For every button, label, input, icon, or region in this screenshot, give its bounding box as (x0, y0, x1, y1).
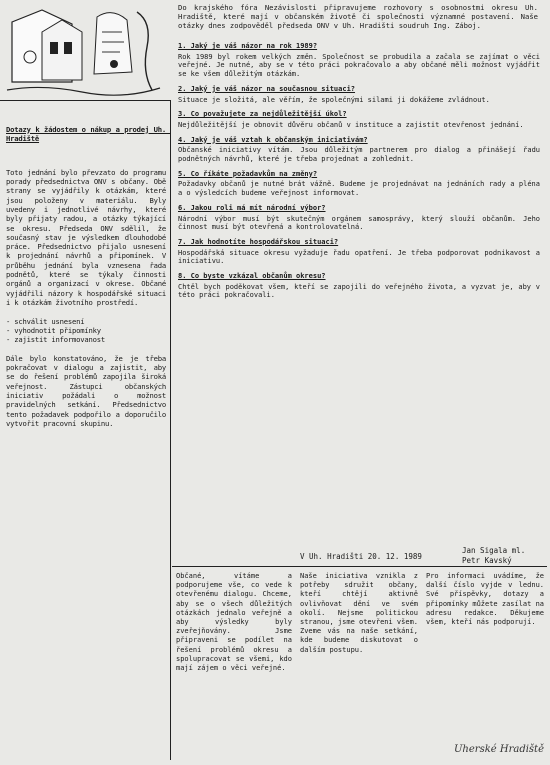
answer-text: Situace je složitá, ale věřím, že společnými silami ji dokážeme zvládnout. (178, 95, 490, 104)
column-divider (170, 100, 171, 760)
masthead-rule (0, 100, 170, 101)
question-heading: 3. Co považujete za nejdůležitější úkol? (178, 110, 347, 119)
question-heading: 6. Jakou roli má mít národní výbor? (178, 203, 326, 212)
qa-item (178, 42, 540, 79)
left-column-text (6, 106, 171, 447)
answer-text: Hospodářská situace okresu vyžaduje řadu opatření. Je třeba podporovat podnikavost a iniciativu. (178, 248, 540, 266)
answer-text: Chtěl bych poděkovat všem, kteří se zapojili do veřejného života, a vyzvat je, aby v této práci pokračovali. (178, 282, 540, 300)
section-rule (172, 566, 547, 567)
qa-item (178, 272, 540, 300)
qa-item (178, 136, 540, 164)
masthead-drawing-icon (2, 2, 164, 98)
question-heading: 7. Jak hodnotíte hospodářskou situaci? (178, 237, 339, 246)
qa-item (178, 110, 540, 129)
masthead-logo (2, 2, 164, 98)
left-column-heading: Dotazy k žádostem o nákup a prodej Uh. Hradiště (6, 124, 171, 143)
left-column-body: Toto jednání bylo převzato do programu porady předsednictva ONV s občany. Obě strany se vyjádřily k otázkám, které jsou položeny v materiálu. Byly uvedeny i jednotlivé návrhy, které byly přijaty radou, a otázky týkající se okresu. Předseda ONV sdělil, že současný stav je výsledkem dlouhodobé práce. Předsednictvo přijalo usnesení k projednání návrhů a připomínek. V průběhu jednání byla vznesena řada podnětů, které se týkaly činnosti orgánů a organizací v okrese. Občané vyjádřili názory k hospodářské situaci i k otázkám životního prostředí. - schválit usnesení - vyhodnotit připomínky - zajistit informovanost Dále bylo konstatováno, že je třeba pokračovat v dialogu a zajistit, aby se do řešení problémů zapojila široká veřejnost. Zástupci občanských iniciativ požádali o možnost pravidelných setkání. Předsednictvo tento požadavek podpořilo a doporučilo vytvořit pracovní skupinu. (6, 167, 166, 428)
date-line: V Uh. Hradišti 20. 12. 1989 (300, 552, 422, 561)
qa-item (178, 204, 540, 232)
answer-text: Požadavky občanů je nutné brát vážně. Budeme je projednávat na jednáních rady a pléna a o výsledcích budeme veřejnost informovat. (178, 180, 540, 198)
qa-item (178, 85, 540, 104)
answer-text: Národní výbor musí být skutečným orgánem samosprávy, který slouží občanům. Jeho činnost musí být otevřená a kontrolovatelná. (178, 214, 540, 232)
signature-1: Jan Sigala ml. (462, 546, 526, 555)
answer-text: Rok 1989 byl rokem velkých změn. Společnost se probudila a začala se zajímat o věci veřejné. Je nutné, aby se v této práci pokračovalo a aby občané měli možnost vyjádřit se ke všem důležitým otázkám. (178, 52, 540, 79)
handwritten-note: Uherské Hradiště (454, 744, 544, 755)
signature-2: Petr Kavský (462, 556, 512, 565)
bottom-column-3: Pro informaci uvádíme, že další číslo vyjde v lednu. Své příspěvky, dotazy a připomínky můžete zasílat na adresu redakce. Děkujeme všem, kteří nás podporují. (426, 572, 549, 627)
question-heading: 8. Co byste vzkázal občanům okresu? (178, 272, 326, 281)
qa-item (178, 170, 540, 198)
question-heading: 5. Co říkáte požadavkům na změny? (178, 169, 318, 178)
question-heading: 1. Jaký je váš názor na rok 1989? (178, 42, 318, 50)
question-heading: 2. Jaký je váš názor na současnou situaci? (178, 84, 356, 93)
answer-text: Občanské iniciativy vítám. Jsou důležitým partnerem pro dialog a přinášejí řadu podnětných návrhů, které je třeba projednat a zohlednit. (178, 146, 540, 164)
qa-section (178, 42, 540, 306)
answer-text: Nejdůležitější je obnovit důvěru občanů v instituce a zajistit otevřenost jednání. (178, 120, 524, 129)
intro-paragraph: Do krajského fóra Nezávislosti připravujeme rozhovory s osobnostmi okresu Uh. Hradiště, které mají v občanském životě či společnosti významné postavení. Naše otázky dnes zodpověděl předseda ONV v Uh. Hradišti soudruh Ing. Záboj. (178, 3, 538, 30)
question-heading: 4. Jaký je váš vztah k občanským iniciativám? (178, 135, 368, 144)
bottom-column-1: Občané, vítáme a podporujeme vše, co vede k otevřenému dialogu. Chceme, aby se o všech důležitých otázkách jednalo veřejně a aby výsledky byly zveřejňovány. Jsme připraveni se podílet na řešení problémů okresu a spolupracovat se všemi, kdo mají zájem o věci veřejné. (176, 572, 297, 673)
qa-item (178, 238, 540, 266)
bottom-column-2: Naše iniciativa vznikla z potřeby sdružit občany, kteří chtějí aktivně ovlivňovat dění ve svém okolí. Nejsme politickou stranou, jsme otevřeni všem. Zveme vás na naše setkání, kde budeme diskutovat o dalším postupu. (300, 572, 423, 654)
